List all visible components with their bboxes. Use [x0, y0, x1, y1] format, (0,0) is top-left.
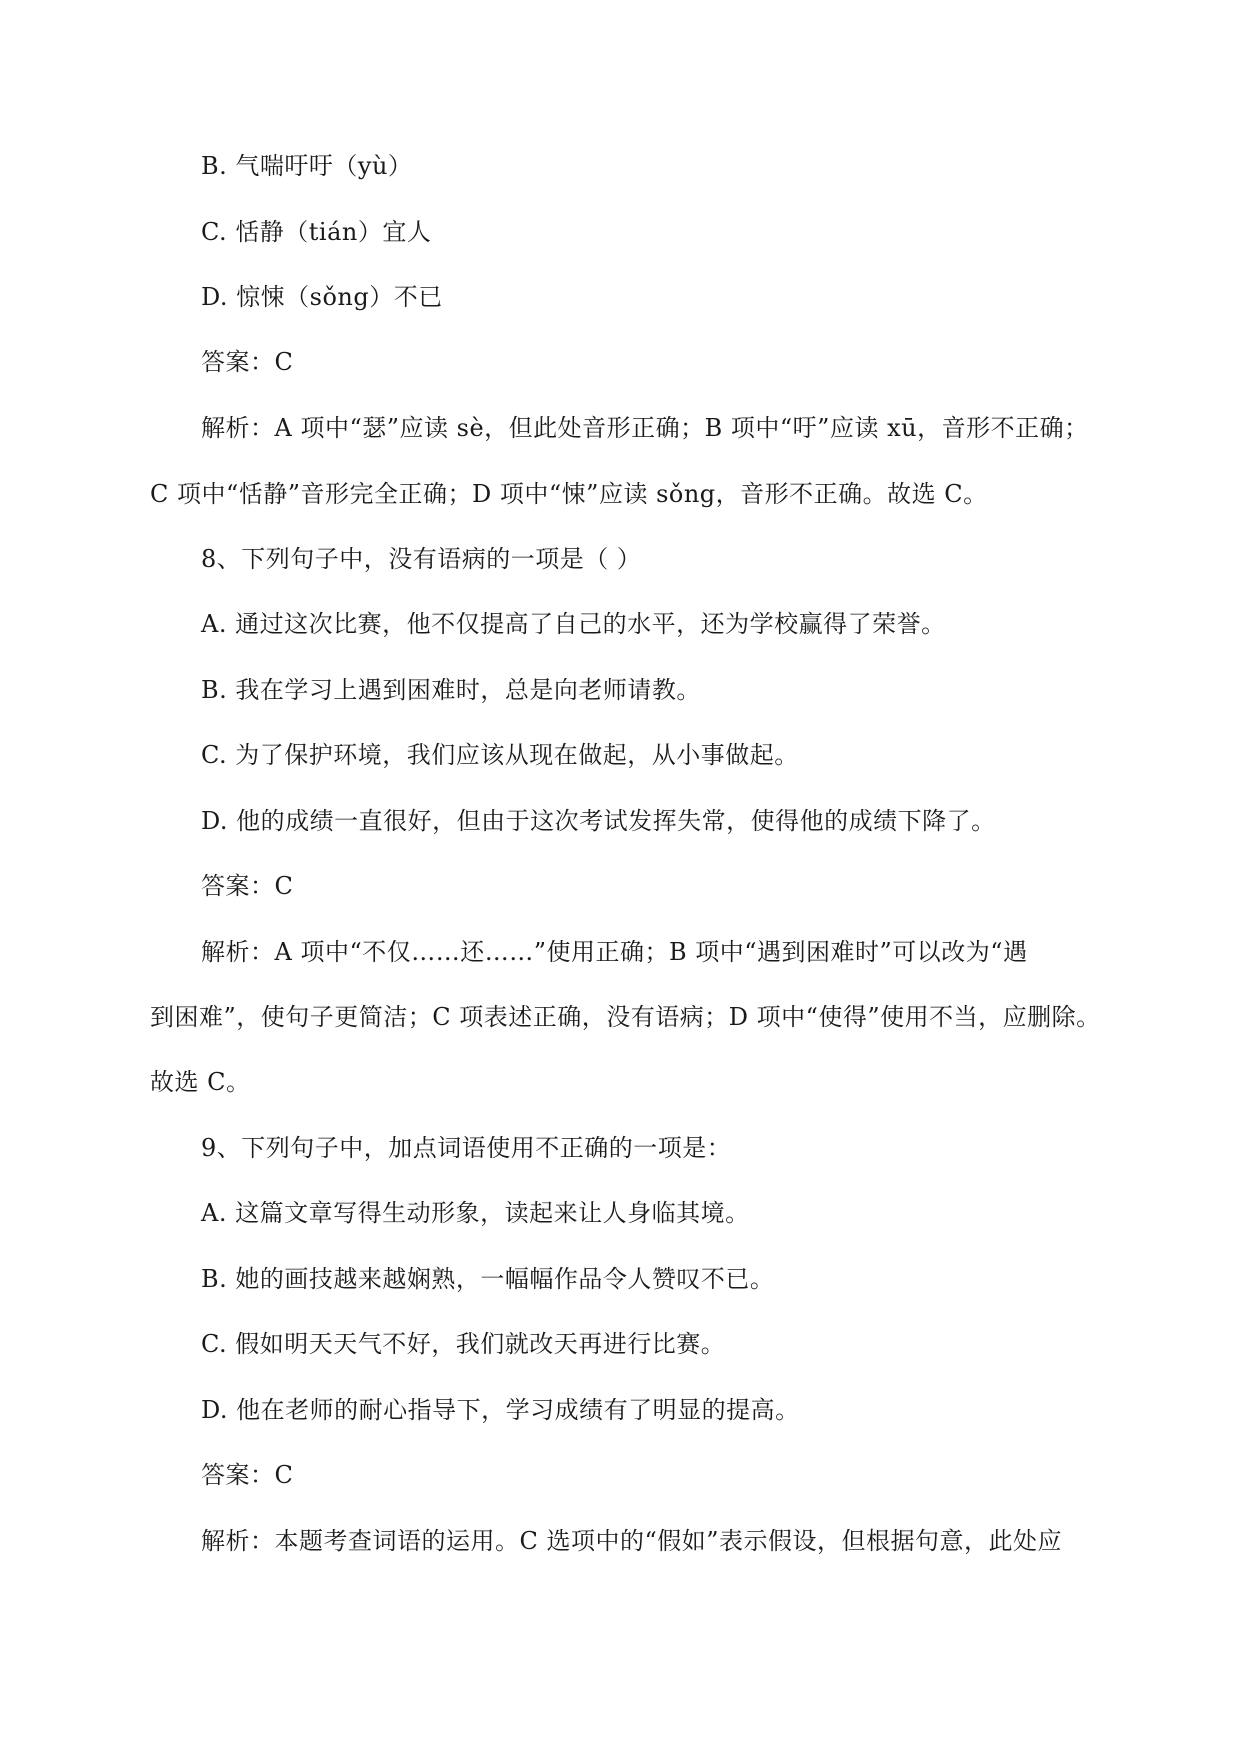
- q9-option-c: C. 假如明天天气不好，我们就改天再进行比赛。: [201, 1330, 726, 1358]
- q7-option-b: B. 气喘吁吁（yù）: [201, 152, 413, 180]
- q9-option-b: B. 她的画技越来越娴熟，一幅幅作品令人赞叹不已。: [201, 1265, 775, 1293]
- q7-analysis-line-2: C 项中“恬静”音形完全正确；D 项中“悚”应读 sǒng，音形不正确。故选 C。: [150, 480, 988, 508]
- q7-option-d: D. 惊悚（sǒng）不已: [201, 283, 443, 311]
- q7-answer: 答案：C: [201, 348, 294, 376]
- q8-question: 8、下列句子中，没有语病的一项是（ ）: [201, 545, 642, 573]
- q8-answer: 答案：C: [201, 872, 294, 900]
- q8-analysis-line-3: 故选 C。: [150, 1068, 251, 1096]
- q9-analysis-line-1: 解析：本题考查词语的运用。C 选项中的“假如”表示假设，但根据句意，此处应: [201, 1527, 1063, 1555]
- q7-option-c: C. 恬静（tián）宜人: [201, 218, 432, 246]
- q8-option-a: A. 通过这次比赛，他不仅提高了自己的水平，还为学校赢得了荣誉。: [201, 610, 946, 638]
- q9-option-d: D. 他在老师的耐心指导下，学习成绩有了明显的提高。: [201, 1396, 800, 1424]
- q9-answer: 答案：C: [201, 1461, 294, 1489]
- q7-analysis-line-1: 解析：A 项中“瑟”应读 sè，但此处音形正确；B 项中“吁”应读 xū，音形不正确；: [201, 414, 1089, 442]
- q8-option-c: C. 为了保护环境，我们应该从现在做起，从小事做起。: [201, 741, 799, 769]
- q8-option-b: B. 我在学习上遇到困难时，总是向老师请教。: [201, 676, 701, 704]
- q8-analysis-line-2: 到困难”，使句子更简洁；C 项表述正确，没有语病；D 项中“使得”使用不当，应删除。: [150, 1003, 1101, 1031]
- q9-question: 9、下列句子中，加点词语使用不正确的一项是：: [201, 1134, 732, 1162]
- q8-option-d: D. 他的成绩一直很好，但由于这次考试发挥失常，使得他的成绩下降了。: [201, 807, 996, 835]
- q9-option-a: A. 这篇文章写得生动形象，读起来让人身临其境。: [201, 1199, 750, 1227]
- q8-analysis-line-1: 解析：A 项中“不仅……还……”使用正确；B 项中“遇到困难时”可以改为“遇: [201, 938, 1028, 966]
